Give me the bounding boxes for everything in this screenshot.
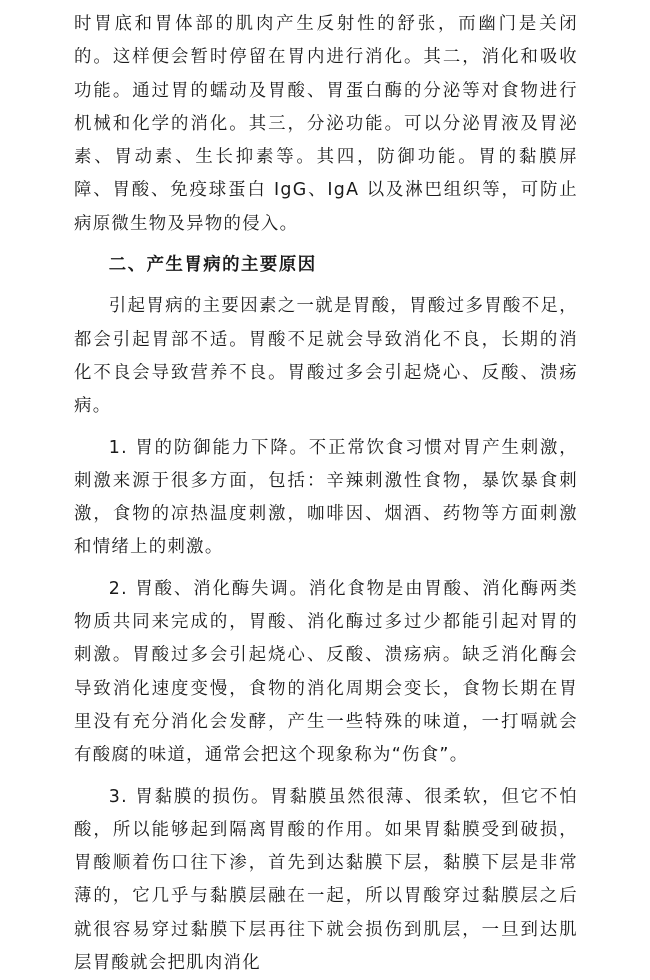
paragraph-gap — [74, 241, 578, 249]
paragraph-gastric-acid: 引起胃病的主要因素之一就是胃酸，胃酸过多胃酸不足，都会引起胃部不适。胃酸不足就会导致消化不良，长期的消化不良会导致营养不良。胃酸过多会引起烧心、反酸、溃疡病。 — [74, 296, 578, 417]
paragraph-gap — [74, 565, 578, 573]
paragraph-gap — [74, 773, 578, 781]
paragraph-gap — [74, 424, 578, 432]
paragraph-stomach-functions: 时胃底和胃体部的肌肉产生反射性的舒张，而幽门是关闭的。这样便会暂时停留在胃内进行消化。其二，消化和吸收功能。通过胃的蠕动及胃酸、胃蛋白酶的分泌等对食物进行机械和化学的消化。其三，分泌功能。可以分泌胃液及胃泌素、胃动素、生长抑素等。其四，防御功能。胃的黏膜屏障、胃酸、免疫球蛋白 IgG、IgA 以及淋巴组织等，可防止病原微生物及异物的侵入。 — [74, 14, 578, 234]
paragraph-cause-1: 1. 胃的防御能力下降。不正常饮食习惯对胃产生刺激，刺激来源于很多方面，包括：辛辣刺激性食物，暴饮暴食刺激，食物的凉热温度刺激，咖啡因、烟酒、药物等方面刺激和情绪上的刺激。 — [74, 437, 578, 558]
paragraph-cause-3: 3. 胃黏膜的损伤。胃黏膜虽然很薄、很柔软，但它不怕酸，所以能够起到隔离胃酸的作用。如果胃黏膜受到破损，胃酸顺着伤口往下渗，首先到达黏膜下层，黏膜下层是非常薄的，它几乎与黏膜层融在一起，所以胃酸穿过黏膜层之后就很容易穿过黏膜下层再往下就会损伤到肌层，一旦到达肌层胃酸就会把肌肉消化 — [74, 786, 578, 974]
section-heading-causes: 二、产生胃病的主要原因 — [108, 255, 317, 276]
paragraph-cause-2: 2. 胃酸、消化酶失调。消化食物是由胃酸、消化酶两类物质共同来完成的，胃酸、消化酶过多过少都能引起对胃的刺激。胃酸过多会引起烧心、反酸、溃疡病。缺乏消化酶会导致消化速度变慢，食物的消化周期会变长，食物长期在胃里没有充分消化会发酵，产生一些特殊的味道，一打嗝就会有酸腐的味道，通常会把这个现象称为“伤食”。 — [74, 578, 578, 766]
paragraph-gap — [74, 282, 578, 290]
